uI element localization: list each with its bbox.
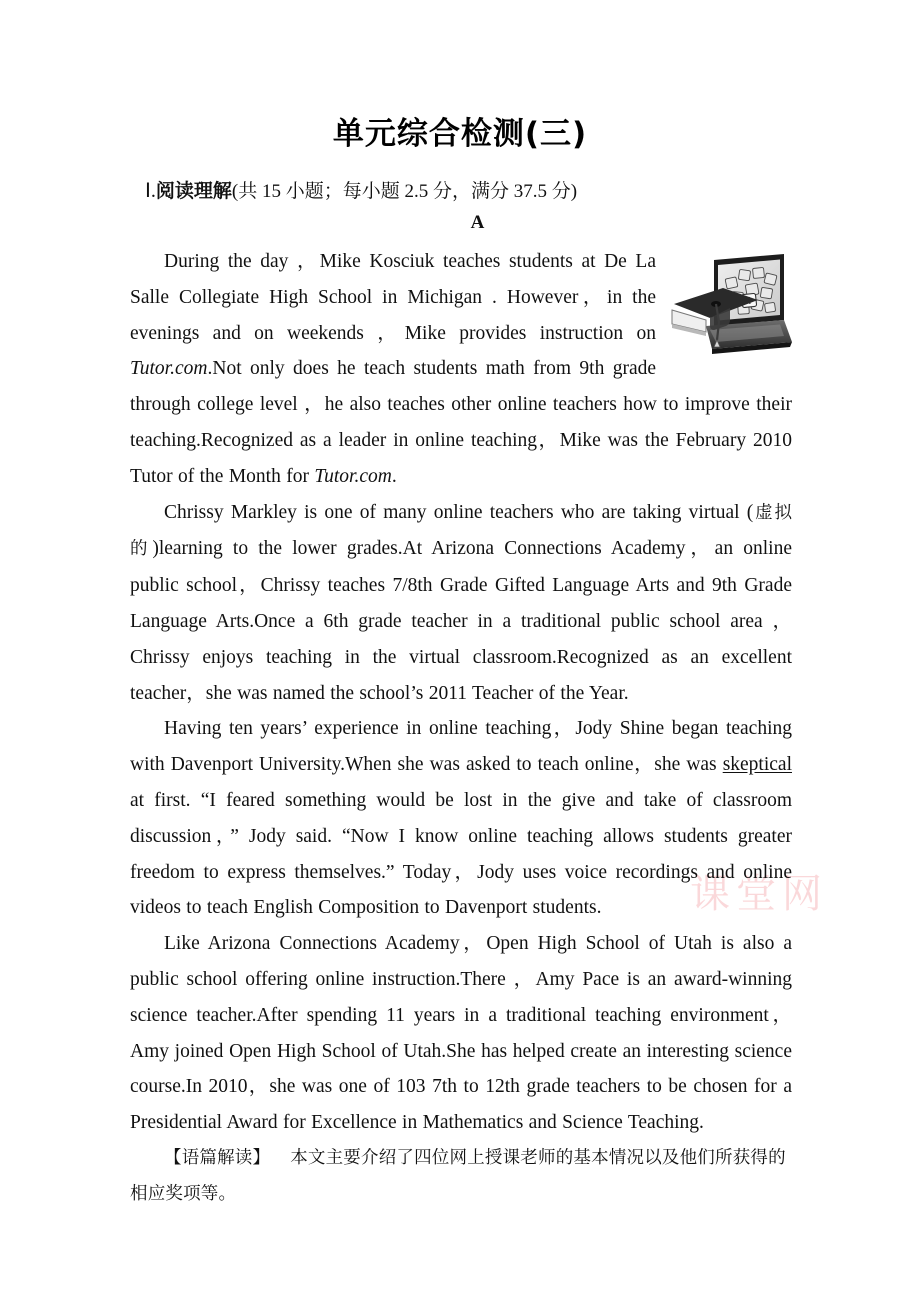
p2-chinese-gloss: 虚拟的: [130, 502, 793, 560]
passage-letter: A: [470, 212, 485, 233]
p1-italic-2: Tutor.com: [314, 465, 392, 487]
paragraph-2: [130, 495, 792, 712]
p2-text-1: Chrissy Markley is one of many online teachers who are taking virtual (: [164, 501, 754, 523]
p3-text-2: at first. “I feared something would be lost in the give and take of classroom discussion，” Jody said. “Now I know online teaching allows students greater freedom to express themselves.” Today，Jody uses voice recordings and online videos to teach English Composition to Davenport students.: [130, 789, 792, 919]
page-title: 单元综合检测(三): [332, 116, 588, 152]
analysis-paragraph: [130, 1141, 792, 1212]
p3-underlined-word: skeptical: [722, 754, 792, 776]
watermark: 课堂网: [690, 871, 828, 917]
p2-text-2: )learning to the lower grades.At Arizona Connections Academy，an online public school，Chrissy teaches 7/8th Grade Gifted Language Arts and 9th Grade Language Arts.Once a 6th grade teacher in a traditional public school area ，Chrissy enjoys teaching in the virtual classroom.Recognized as an excellent teacher，she was named the school’s 2011 Teacher of the Year.: [130, 538, 793, 704]
p1-text-2: .Not only does he teach students math from 9th grade through college level ，he also teaches other online teachers how to improve their teaching.Recognized as a leader in online teaching，Mike was the February 2010 Tutor of the Month for: [130, 358, 792, 487]
p1-text-1: During the day ，Mike Kosciuk teaches students at De La Salle Collegiate High School in Michigan . However，in the evenings and on weekends ，Mike provides instruction on: [130, 251, 656, 344]
laptop-graduation-cap-icon: [666, 248, 792, 356]
section-name: 阅读理解: [155, 180, 232, 202]
p3-text-1: Having ten years’ experience in online teaching，Jody Shine began teaching with Davenport University.When she was asked to teach online，she was: [130, 718, 792, 776]
analysis-label: 【语篇解读】: [164, 1147, 271, 1168]
analysis-text: 本文主要介绍了四位网上授课老师的基本情况以及他们所获得的相应奖项等。: [130, 1147, 786, 1204]
section-roman-numeral: Ⅰ: [145, 180, 151, 202]
p1-text-3: .: [391, 465, 397, 487]
section-dot: .: [150, 180, 156, 202]
paragraph-3: [130, 711, 792, 926]
passage-body: [130, 244, 792, 1212]
section-meta: (共 15 小题；每小题 2.5 分，满分 37.5 分): [231, 181, 578, 202]
section-heading: [145, 176, 577, 203]
paragraph-4: [130, 926, 792, 1141]
p4-text-1: Like Arizona Connections Academy，Open High School of Utah is also a public school offering online instruction.There ，Amy Pace is an award‐winning science teacher.After spending 11 years in a traditional teaching environment，Amy joined Open High School of Utah.She has helped create an interesting science course.In 2010，she was one of 103 7th to 12th grade teachers to be chosen for a Presidential Award for Excellence in Mathematics and Science Teaching.: [130, 933, 792, 1134]
p1-italic-1: Tutor.com: [130, 358, 208, 380]
